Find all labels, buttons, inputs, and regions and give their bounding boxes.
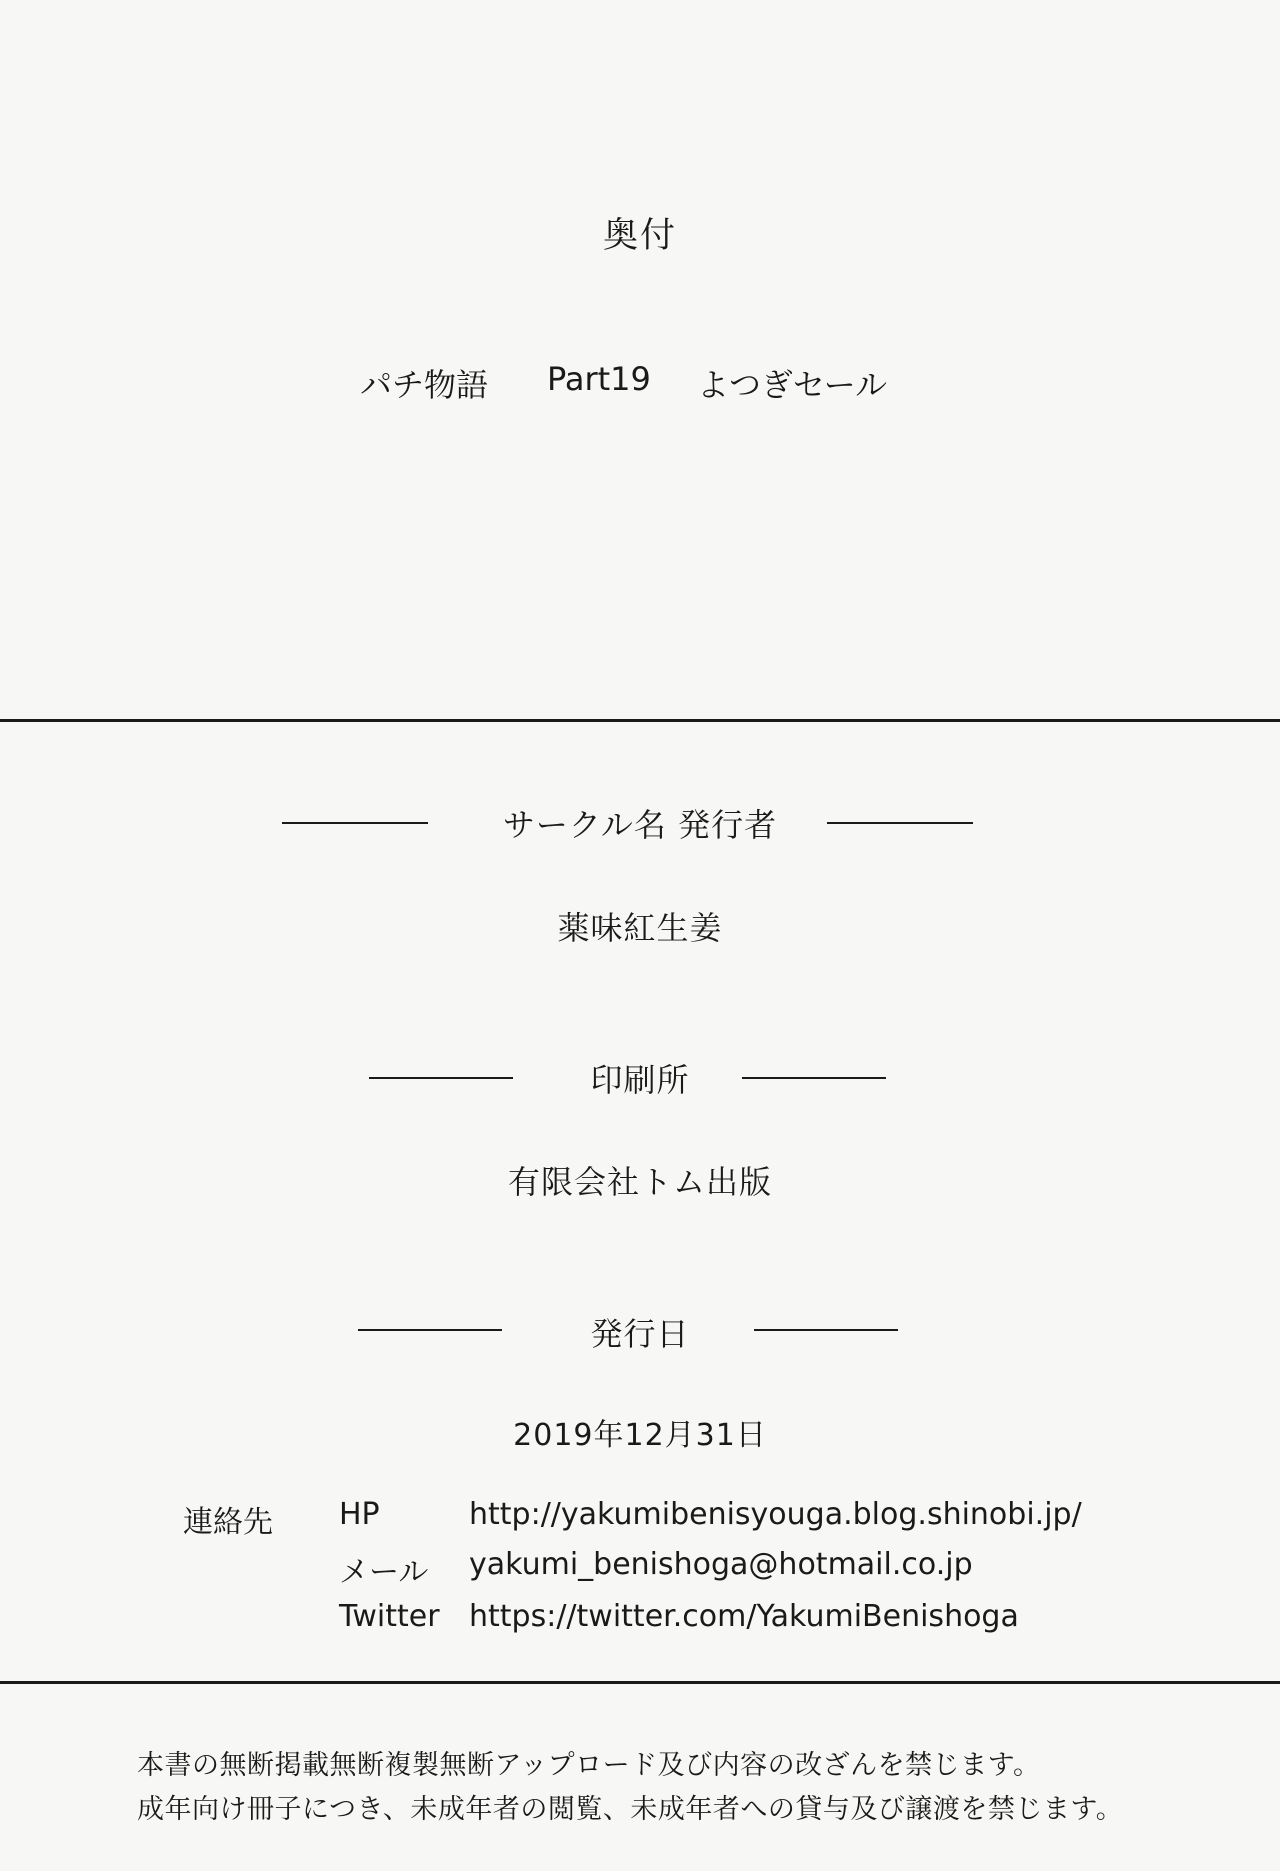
book-subtitle: よつぎセール (697, 366, 888, 404)
printer-label: 印刷所 (590, 1061, 690, 1099)
contact-row-twitter (0, 1599, 1280, 1643)
contact-row-hp (0, 1497, 1280, 1541)
contact-key-mail: メール (339, 1555, 429, 1590)
publication-date: 2019年12月31日 (513, 1418, 767, 1453)
contact-key-hp: HP (339, 1497, 380, 1532)
circle-name: 薬味紅生姜 (557, 909, 723, 947)
book-part: Part19 (547, 360, 651, 398)
book-series: パチ物語 (360, 366, 489, 404)
notice-line-2: 成年向け冊子につき、未成年者の閲覧、未成年者への貸与及び譲渡を禁じます。 (137, 1794, 1124, 1825)
printer-name: 有限会社トム出版 (507, 1163, 772, 1201)
circle-label: サークル名 発行者 (502, 806, 778, 844)
contact-twitter-url[interactable]: https://twitter.com/YakumiBenishoga (469, 1599, 1019, 1634)
date-label: 発行日 (590, 1315, 690, 1353)
contact-mail-address[interactable]: yakumi_benishoga@hotmail.co.jp (469, 1547, 973, 1582)
contact-key-twitter: Twitter (339, 1599, 440, 1634)
divider-bottom (0, 1681, 1280, 1684)
notice-line-1: 本書の無断掲載無断複製無断アップロード及び内容の改ざんを禁じます。 (137, 1750, 1041, 1781)
book-title (0, 360, 1280, 404)
divider-top (0, 719, 1280, 722)
contact-label: 連絡先 (183, 1505, 273, 1540)
contact-row-mail (0, 1547, 1280, 1591)
colophon-heading: 奥付 (602, 216, 677, 256)
contact-hp-url[interactable]: http://yakumibenisyouga.blog.shinobi.jp/ (469, 1497, 1082, 1532)
